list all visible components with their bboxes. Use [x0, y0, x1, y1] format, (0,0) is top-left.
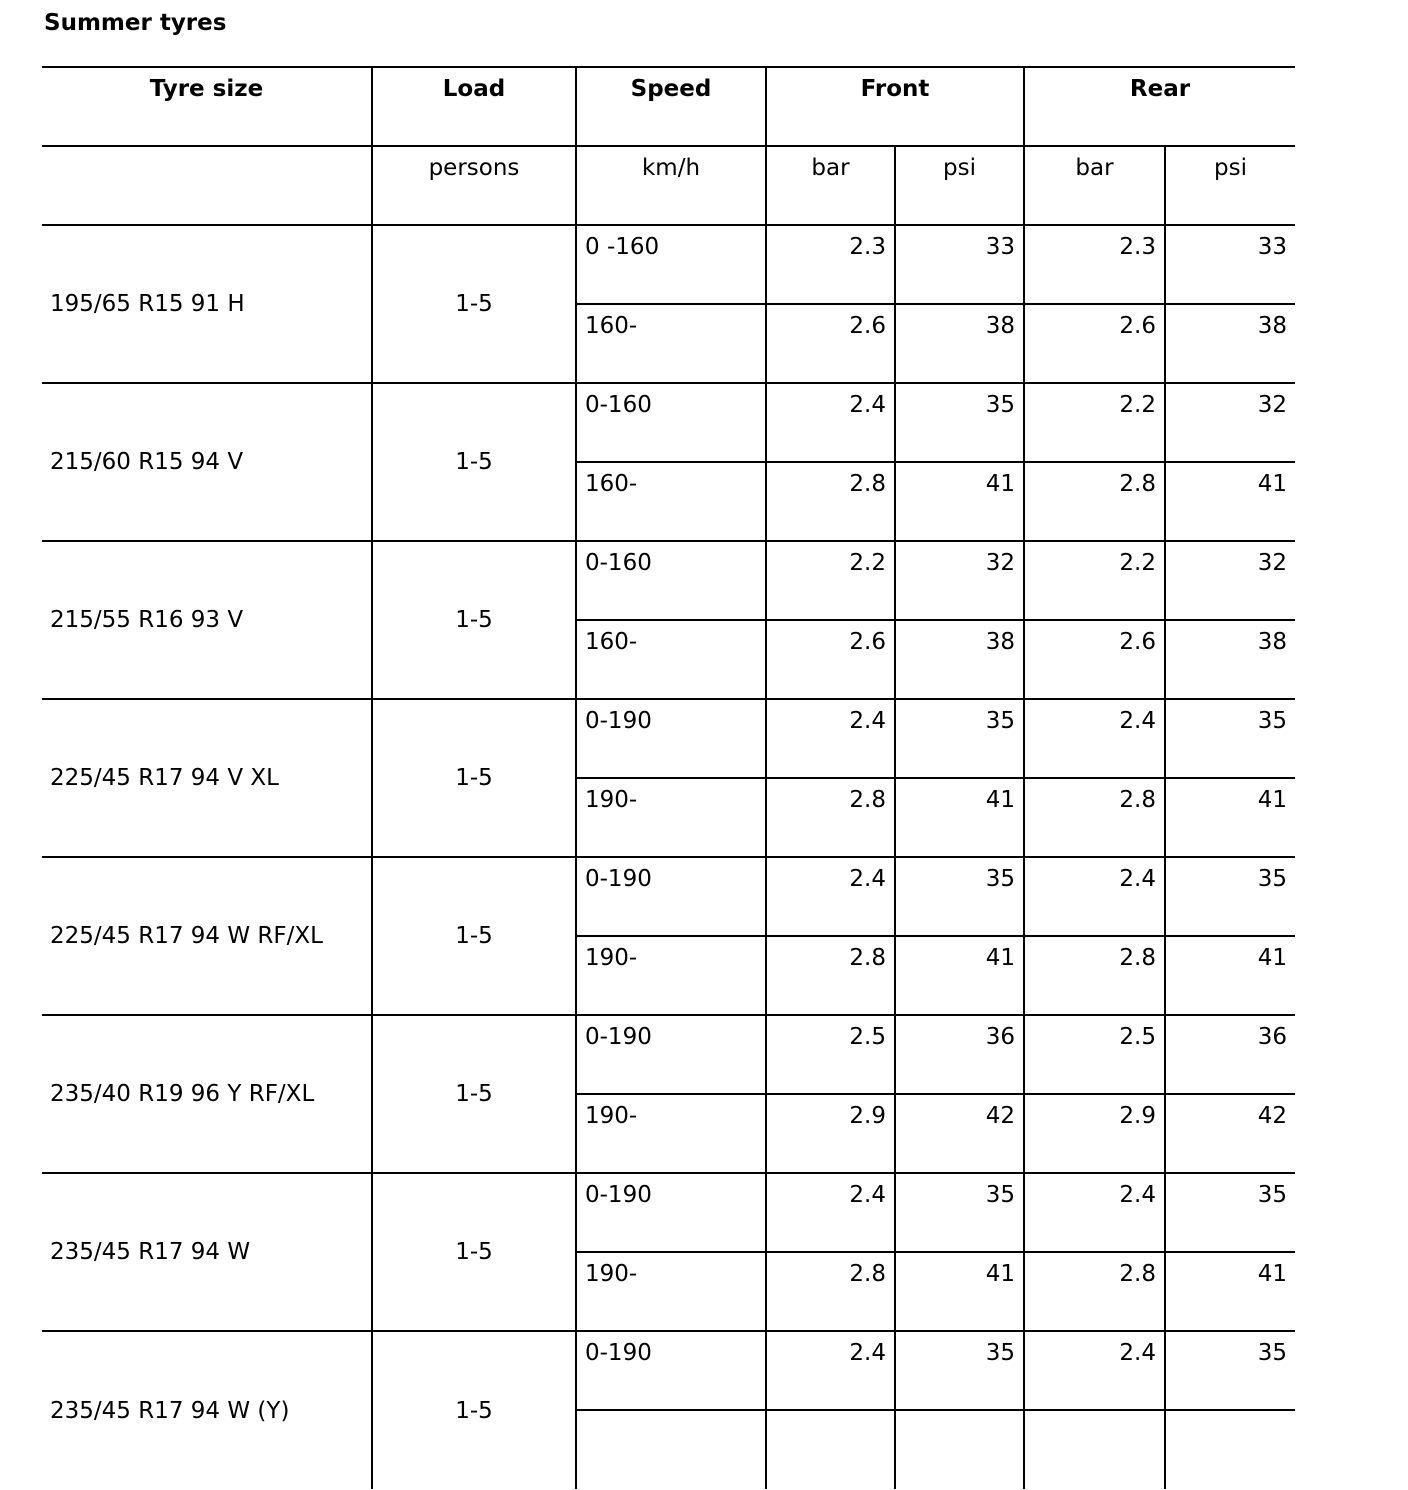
speed-cell: 0 -160: [576, 225, 766, 304]
header-row: [42, 67, 1295, 146]
front-psi-cell: 41: [895, 462, 1024, 541]
table-row: [42, 541, 1295, 620]
front-bar-cell: 2.8: [766, 936, 895, 1015]
unit-rear-psi: psi: [1165, 146, 1295, 225]
rear-psi-cell: 36: [1165, 1015, 1295, 1094]
front-bar-cell: 2.5: [766, 1015, 895, 1094]
load-cell: 1-5: [372, 225, 576, 383]
rear-bar-cell: 2.8: [1024, 936, 1165, 1015]
tyre-pressure-table: [42, 66, 1295, 1489]
rear-psi-cell: 41: [1165, 936, 1295, 1015]
speed-cell: 0-190: [576, 857, 766, 936]
load-cell: 1-5: [372, 857, 576, 1015]
rear-psi-cell: 42: [1165, 1094, 1295, 1173]
header-load: Load: [372, 67, 576, 146]
unit-rear-bar: bar: [1024, 146, 1165, 225]
rear-psi-cell: 35: [1165, 1173, 1295, 1252]
front-psi-cell: 38: [895, 304, 1024, 383]
front-psi-cell: 35: [895, 1331, 1024, 1410]
header-rear: Rear: [1024, 67, 1295, 146]
table-row: [42, 1331, 1295, 1410]
page-title: Summer tyres: [44, 10, 227, 36]
table-row: [42, 857, 1295, 936]
front-bar-cell: 2.3: [766, 225, 895, 304]
tyre-size-cell: 235/45 R17 94 W (Y): [42, 1331, 372, 1489]
unit-row: [42, 146, 1295, 225]
table-row: [42, 699, 1295, 778]
rear-bar-cell: 2.2: [1024, 541, 1165, 620]
front-bar-cell: 2.8: [766, 778, 895, 857]
rear-psi-cell: 41: [1165, 1252, 1295, 1331]
load-cell: 1-5: [372, 1015, 576, 1173]
tyre-size-cell: 195/65 R15 91 H: [42, 225, 372, 383]
front-psi-cell: 41: [895, 778, 1024, 857]
front-psi-cell: 33: [895, 225, 1024, 304]
front-psi-cell: 42: [895, 1094, 1024, 1173]
rear-bar-cell: 2.4: [1024, 857, 1165, 936]
rear-psi-cell: 38: [1165, 304, 1295, 383]
front-bar-cell: 2.8: [766, 462, 895, 541]
front-psi-cell: 38: [895, 620, 1024, 699]
rear-psi-cell: 35: [1165, 699, 1295, 778]
empty-cell: [1024, 1410, 1165, 1489]
rear-bar-cell: 2.4: [1024, 1331, 1165, 1410]
empty-cell: [766, 1410, 895, 1489]
tyre-size-cell: 215/55 R16 93 V: [42, 541, 372, 699]
rear-bar-cell: 2.4: [1024, 1173, 1165, 1252]
rear-psi-cell: 38: [1165, 620, 1295, 699]
empty-cell: [895, 1410, 1024, 1489]
front-psi-cell: 32: [895, 541, 1024, 620]
rear-bar-cell: 2.6: [1024, 620, 1165, 699]
header-front: Front: [766, 67, 1024, 146]
front-psi-cell: 35: [895, 699, 1024, 778]
rear-psi-cell: 32: [1165, 383, 1295, 462]
table-row: [42, 225, 1295, 304]
speed-cell: 0-190: [576, 699, 766, 778]
load-cell: 1-5: [372, 383, 576, 541]
unit-tyre-size: [42, 146, 372, 225]
load-cell: 1-5: [372, 1331, 576, 1489]
front-bar-cell: 2.4: [766, 1331, 895, 1410]
unit-speed: km/h: [576, 146, 766, 225]
front-bar-cell: 2.4: [766, 699, 895, 778]
empty-cell: [1165, 1410, 1295, 1489]
tyre-size-cell: 225/45 R17 94 V XL: [42, 699, 372, 857]
load-cell: 1-5: [372, 1173, 576, 1331]
rear-bar-cell: 2.5: [1024, 1015, 1165, 1094]
rear-bar-cell: 2.3: [1024, 225, 1165, 304]
front-bar-cell: 2.8: [766, 1252, 895, 1331]
speed-cell: 0-160: [576, 541, 766, 620]
speed-cell: 160-: [576, 462, 766, 541]
tyre-size-cell: 235/40 R19 96 Y RF/XL: [42, 1015, 372, 1173]
front-psi-cell: 36: [895, 1015, 1024, 1094]
rear-psi-cell: 32: [1165, 541, 1295, 620]
front-bar-cell: 2.4: [766, 857, 895, 936]
speed-cell: 190-: [576, 778, 766, 857]
rear-bar-cell: 2.8: [1024, 462, 1165, 541]
rear-psi-cell: 41: [1165, 778, 1295, 857]
speed-cell: 190-: [576, 936, 766, 1015]
rear-bar-cell: 2.2: [1024, 383, 1165, 462]
front-bar-cell: 2.4: [766, 383, 895, 462]
rear-bar-cell: 2.6: [1024, 304, 1165, 383]
speed-cell: 190-: [576, 1252, 766, 1331]
rear-psi-cell: 35: [1165, 1331, 1295, 1410]
front-psi-cell: 41: [895, 936, 1024, 1015]
unit-front-psi: psi: [895, 146, 1024, 225]
speed-cell: 0-160: [576, 383, 766, 462]
speed-cell: 0-190: [576, 1331, 766, 1410]
table-row: [42, 1015, 1295, 1094]
empty-cell: [576, 1410, 766, 1489]
tyre-size-cell: 235/45 R17 94 W: [42, 1173, 372, 1331]
rear-psi-cell: 33: [1165, 225, 1295, 304]
front-psi-cell: 35: [895, 383, 1024, 462]
front-bar-cell: 2.9: [766, 1094, 895, 1173]
tyre-size-cell: 225/45 R17 94 W RF/XL: [42, 857, 372, 1015]
unit-front-bar: bar: [766, 146, 895, 225]
speed-cell: 0-190: [576, 1015, 766, 1094]
front-bar-cell: 2.4: [766, 1173, 895, 1252]
front-psi-cell: 41: [895, 1252, 1024, 1331]
table-row: [42, 383, 1295, 462]
rear-bar-cell: 2.8: [1024, 1252, 1165, 1331]
rear-psi-cell: 35: [1165, 857, 1295, 936]
speed-cell: 0-190: [576, 1173, 766, 1252]
rear-psi-cell: 41: [1165, 462, 1295, 541]
header-tyre-size: Tyre size: [42, 67, 372, 146]
front-bar-cell: 2.6: [766, 304, 895, 383]
load-cell: 1-5: [372, 699, 576, 857]
header-speed: Speed: [576, 67, 766, 146]
speed-cell: 190-: [576, 1094, 766, 1173]
speed-cell: 160-: [576, 304, 766, 383]
speed-cell: 160-: [576, 620, 766, 699]
rear-bar-cell: 2.8: [1024, 778, 1165, 857]
front-psi-cell: 35: [895, 857, 1024, 936]
tyre-size-cell: 215/60 R15 94 V: [42, 383, 372, 541]
front-psi-cell: 35: [895, 1173, 1024, 1252]
rear-bar-cell: 2.9: [1024, 1094, 1165, 1173]
unit-load: persons: [372, 146, 576, 225]
table-row: [42, 1173, 1295, 1252]
front-bar-cell: 2.2: [766, 541, 895, 620]
load-cell: 1-5: [372, 541, 576, 699]
rear-bar-cell: 2.4: [1024, 699, 1165, 778]
front-bar-cell: 2.6: [766, 620, 895, 699]
